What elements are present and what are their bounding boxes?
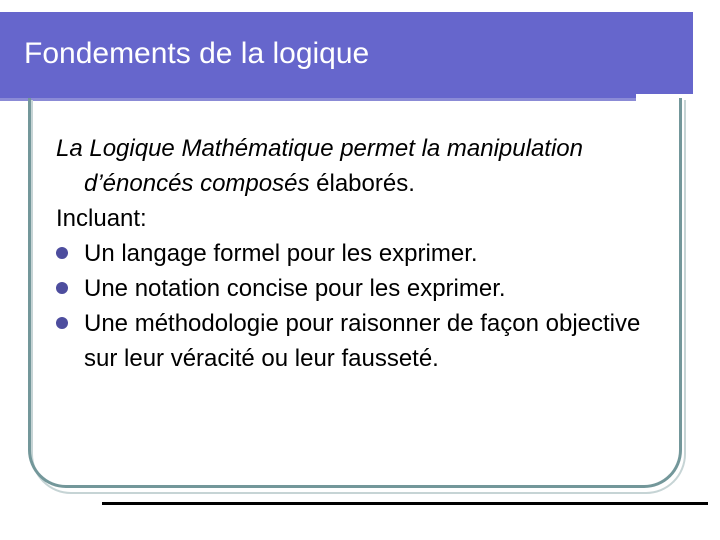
bullet-item [56,306,676,376]
intro-tail-text: élaborés. [309,170,415,197]
bullet-dot-icon [56,282,68,294]
bullet-dot-icon [56,247,68,259]
bottom-rule [102,502,708,505]
lead-text: Incluant: [56,205,147,232]
bullet-text: Une notation concise pour les exprimer. [84,275,506,302]
bullet-dot-icon [56,317,68,329]
slide-title: Fondements de la logique [24,37,370,70]
intro-paragraph [56,131,676,201]
slide-body [56,131,676,376]
bullet-text: Un langage formel pour les exprimer. [84,240,478,267]
bullet-item [56,236,676,271]
bullet-item [56,271,676,306]
intro-italic-text: La Logique Mathématique permet la manipulation d’énoncés composés [56,135,584,197]
bullet-text: Une méthodologie pour raisonner de façon objective sur leur véracité ou leur fausseté. [84,310,641,372]
